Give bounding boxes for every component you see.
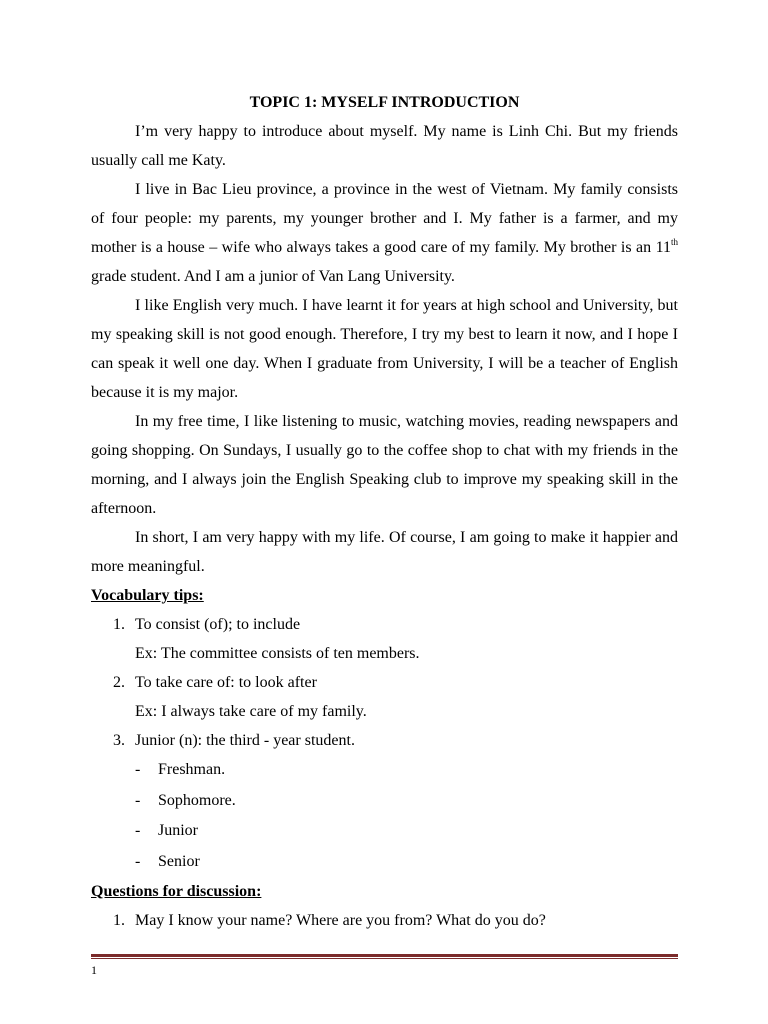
list-number: 1. [113, 912, 125, 929]
paragraph-free-time: In my free time, I like listening to music, watching movies, reading newspapers and going shopping. On Sundays, I usually go to the coffee shop to chat with my friends in the morning, and I always join the English Speaking club to improve my speaking skill in the afternoon. [91, 413, 678, 517]
vocabulary-item [91, 610, 678, 639]
vocabulary-item [91, 668, 678, 697]
dash-list-item-text: Sophomore. [158, 791, 236, 809]
vocabulary-item-text: Junior (n): the third - year student. [135, 732, 355, 749]
vocabulary-example: Ex: I always take care of my family. [135, 703, 367, 720]
dash-list-item-text: Freshman. [158, 761, 226, 778]
dash-bullet: - [135, 761, 141, 778]
dash-bullet: - [135, 822, 141, 839]
dash-bullet: - [135, 791, 141, 809]
vocabulary-item [91, 726, 678, 755]
vocabulary-example: Ex: The committee consists of ten members. [135, 645, 420, 662]
list-number: 3. [113, 732, 125, 749]
dash-list-item [91, 755, 678, 786]
vocabulary-item-text: To take care of: to look after [135, 674, 317, 691]
dash-list-item [91, 847, 678, 878]
paragraph-family [91, 175, 678, 291]
footer-rule-thin [91, 958, 678, 959]
superscript-ordinal: th [670, 237, 678, 247]
paragraph-english: I like English very much. I have learnt it for years at high school and University, but my speaking skill is not good enough. Therefore, I try my best to learn it now, and I hope I can speak it well one day. When I graduate from University, I will be a teacher of English because it is my major. [91, 297, 678, 401]
dash-list-item [91, 786, 678, 817]
document-body [91, 88, 678, 935]
dash-list-item-text: Senior [158, 852, 200, 870]
questions-heading: Questions for discussion: [91, 883, 262, 900]
dash-bullet: - [135, 852, 141, 870]
list-number: 2. [113, 674, 125, 691]
vocabulary-item-text: To consist (of); to include [135, 616, 301, 633]
list-number: 1. [113, 616, 125, 633]
question-item-text: May I know your name? Where are you from? What do you do? [135, 912, 546, 929]
paragraph-conclusion: In short, I am very happy with my life. Of course, I am going to make it happier and more meaningful. [91, 529, 678, 575]
footer-rule [91, 954, 678, 960]
paragraph-family-text: I live in Bac Lieu province, a province in the west of Vietnam. My family consists of four people: my parents, my younger brother and I. My father is a farmer, and my mother is a house – wife who always takes a good care of my family. My brother is an 11 [91, 181, 678, 256]
footer-rule-thick [91, 954, 678, 957]
dash-list-item [91, 816, 678, 847]
page-title: TOPIC 1: MYSELF INTRODUCTION [249, 94, 520, 111]
question-item [91, 906, 678, 935]
dash-list-item-text: Junior [158, 822, 198, 839]
page-number: 1 [91, 963, 97, 977]
vocabulary-heading: Vocabulary tips: [91, 587, 204, 604]
paragraph-intro: I’m very happy to introduce about myself. My name is Linh Chi. But my friends usually call me Katy. [91, 123, 678, 169]
paragraph-family-text-end: grade student. And I am a junior of Van Lang University. [91, 268, 455, 285]
